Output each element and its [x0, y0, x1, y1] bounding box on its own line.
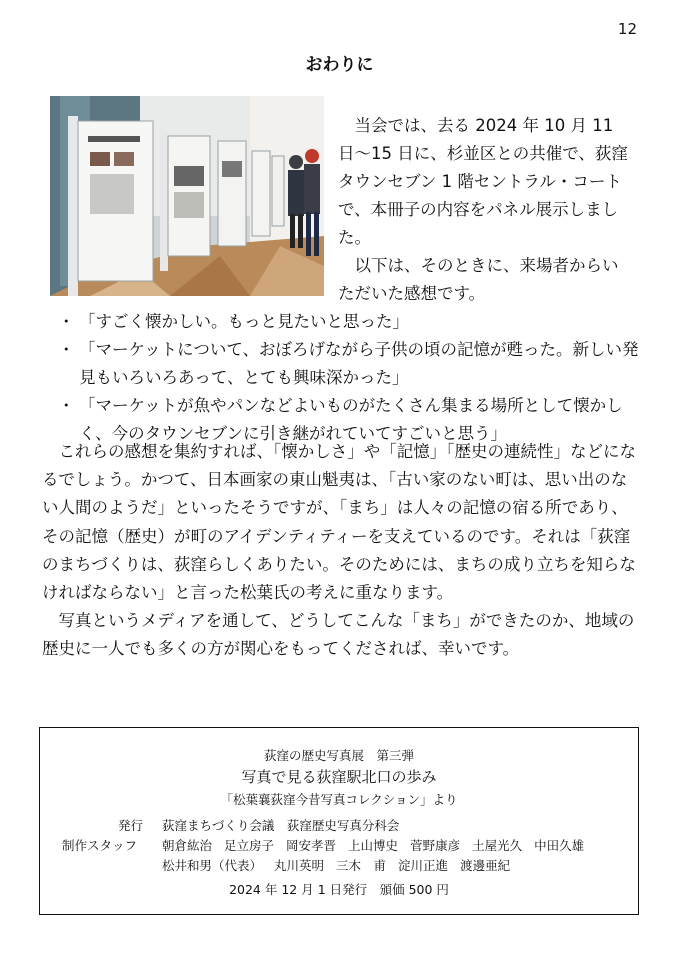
comment-item: ・ 「マーケットが魚やパンなどよいものがたくさん集まる場所として懐かしく、今のタウンセブンに引き継がれていてすごいと思う」 [62, 392, 642, 448]
staff-name: 土屋光久 [472, 838, 523, 853]
staff-name: 朝倉紘治 [162, 838, 213, 853]
visitor-comments [62, 308, 642, 448]
staff-name: 岡安孝晋 [286, 838, 337, 853]
body-paragraph: これらの感想を集約すれば、「懐かしさ」や「記憶」「歴史の連続性」などになるでしょう。かつて、日本画家の東山魁夷は、「古い家のない町は、思い出のない人間のようだ」といったそうですが、「まち」は人々の記憶の宿る所であり、その記憶（歴史）が町のアイデンティティーを支えているのです。それは「荻窪のまちづくりは、荻窪らしくありたい。そのためには、まちの成り立ちを知らなければならない」と言った松葉氏の考えに重なります。 [42, 442, 636, 603]
staff-name: 松井和男（代表） [162, 858, 263, 873]
colophon-series: 荻窪の歴史写真展 第三弾 [263, 748, 414, 763]
colophon-title: 写真で見る荻窪駅北口の歩み [241, 768, 437, 786]
comment-item: ・ 「マーケットについて、おぼろげながら子供の頃の記憶が甦った。新しい発見もいろいろあって、とても興味深かった」 [62, 336, 642, 392]
page-title: おわりに [305, 55, 374, 75]
staff-name: 渡邊亜紀 [460, 858, 511, 873]
colophon-box [39, 727, 639, 915]
staff-name: 中田久雄 [534, 838, 585, 853]
staff-name: 丸川英明 [274, 858, 325, 873]
staff-name: 三木 甫 [336, 858, 387, 873]
staff-label: 制作スタッフ [62, 838, 138, 853]
page-number: 12 [617, 20, 637, 38]
staff-line-2 [162, 856, 522, 874]
publisher-name: 荻窪まちづくり会議 荻窪歴史写真分科会 [162, 818, 400, 833]
staff-name: 菅野康彦 [410, 838, 461, 853]
staff-line-1 [162, 836, 596, 854]
staff-name: 足立房子 [224, 838, 275, 853]
lead-paragraph: 以下は、そのときに、来場者からいただいた感想です。 [338, 256, 619, 303]
publisher-label: 発行 [118, 818, 144, 833]
staff-name: 上山博史 [348, 838, 399, 853]
issue-info: 2024 年 12 月 1 日発行 頒価 500 円 [229, 882, 449, 897]
staff-name: 淀川正進 [398, 858, 449, 873]
body-text-block [42, 438, 639, 664]
exhibition-photo [50, 96, 324, 296]
lead-paragraph: 当会では、去る 2024 年 10 月 11 日～15 日に、杉並区との共催で、荻窪タウンセブン 1 階セントラル・コートで、本冊子の内容をパネル展示しました。 [338, 116, 628, 247]
comment-item: ・ 「すごく懐かしい。もっと見たいと思った」 [62, 308, 642, 336]
colophon-subtitle: 「松葉襄荻窪今昔写真コレクション」より [220, 792, 458, 807]
lead-text-block [338, 112, 634, 308]
exhibition-photo-drawing [50, 96, 324, 296]
body-paragraph: 写真というメディアを通して、どうしてこんな「まち」ができたのか、地域の歴史に一人でも多くの方が関心をもってくだされば、幸いです。 [42, 611, 635, 659]
